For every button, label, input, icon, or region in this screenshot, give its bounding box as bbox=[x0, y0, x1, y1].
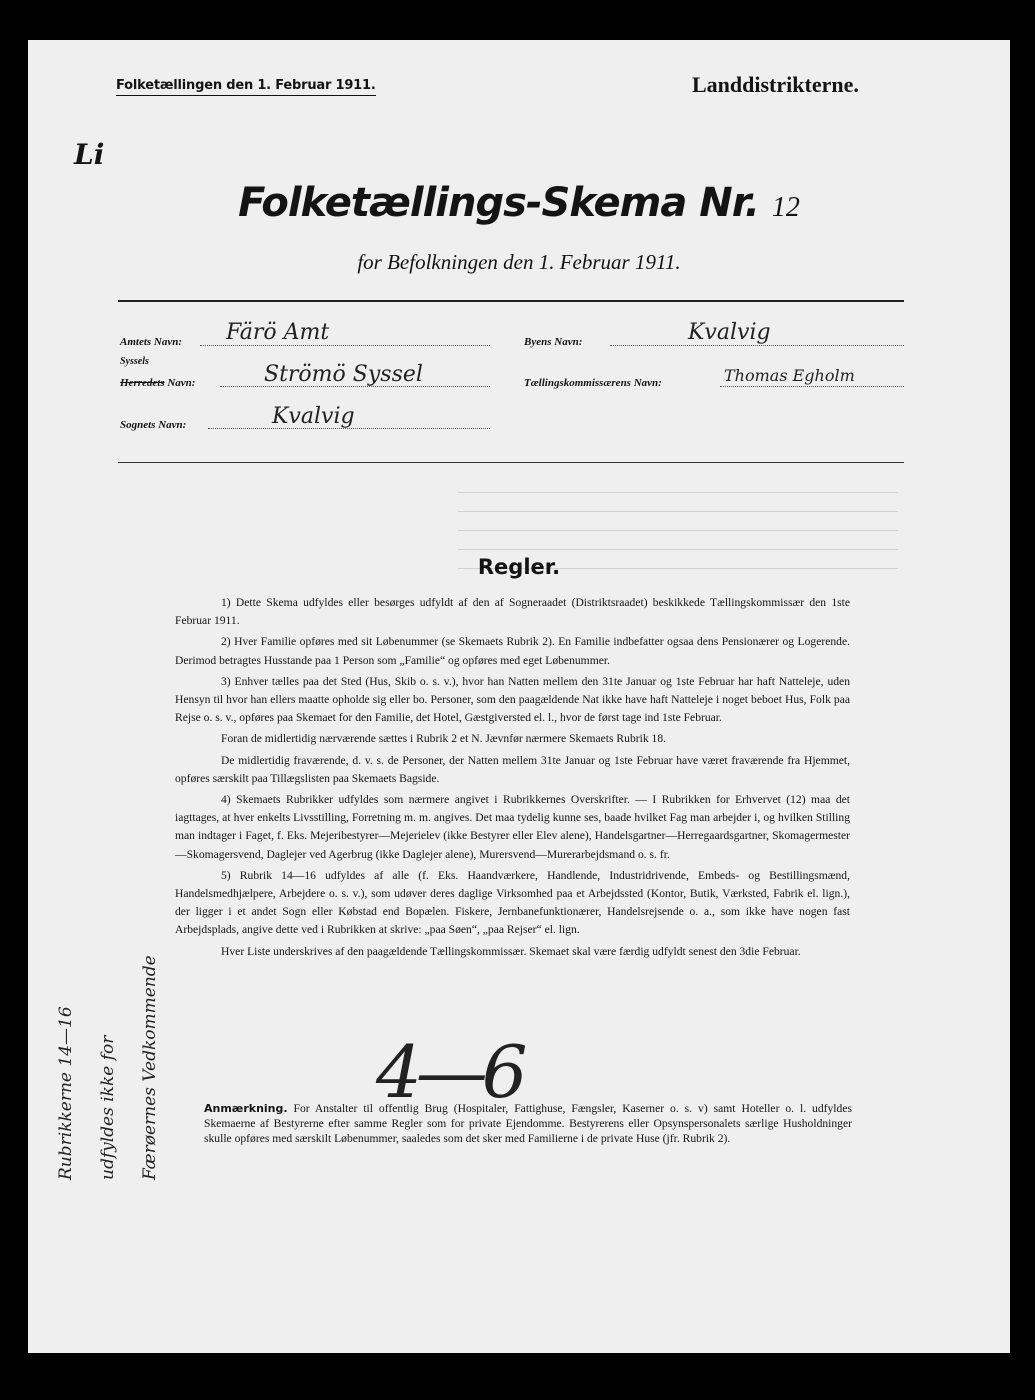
form-number: 12 bbox=[771, 192, 800, 223]
rule-paragraph-5: 5) Rubrik 14—16 udfyldes af alle (f. Eks. Haandværkere, Handlende, Industridrivende, Embeds- og Bestillingsmænd, Handelsmedhjælpere, Arbejdere o. s. v.), som udøver deres daglige Virksomhed paa et Arbejdssted (Kontor, Butik, Værksted, Fabrik el. lign.), der ligger i et andet Sogn eller Købstad end Bopælen. Fiskere, Jernbanefunktionærer, Handelsrejsende o. a., som ikke have nogen fast Arbejdsplads, angive dette ved i Rubrikken at skrive: „paa Søen“, „paa Rejser“ el. lign. bbox=[175, 868, 850, 937]
by-dotted-line bbox=[610, 345, 904, 346]
herred-inserted-word: Syssels bbox=[120, 356, 149, 367]
by-label: Byens Navn: bbox=[524, 336, 583, 348]
rule-paragraph-5b: Hver Liste underskrives af den paagældende Tællingskommissær. Skemaet skal være færdig udfyldt senest den 3die Februar. bbox=[221, 944, 801, 958]
district-type-header: Landdistrikterne. bbox=[692, 72, 859, 97]
rule-paragraph-1: 1) Dette Skema udfyldes eller besørges udfyldt af den af Sogneraadet (Distriktsraadet) beskikkede Tællingskommissær den 1ste Februar 1911. bbox=[175, 596, 850, 628]
rule-paragraph-2: 2) Hver Familie opføres med sit Løbenummer (se Skemaets Rubrik 2). En Familie indbefatter ogsaa dens Pensionærer og Logerende. Derimod betragtes Husstande paa 1 Person som „Familie“ og opføres med eget Løbenummer. bbox=[175, 635, 850, 667]
herred-label-rest: Navn: bbox=[167, 377, 196, 389]
herred-struck-word: Herredets bbox=[120, 377, 165, 389]
census-date-header: Folketællingen den 1. Februar 1911. bbox=[116, 78, 376, 96]
fields-divider bbox=[118, 462, 904, 463]
amt-label: Amtets Navn: bbox=[120, 336, 183, 348]
anmaerkning-label: Anmærkning. bbox=[204, 1102, 288, 1115]
amt-dotted-line bbox=[200, 345, 490, 346]
kommissaer-value: Thomas Egholm bbox=[724, 366, 855, 385]
top-divider bbox=[118, 300, 904, 302]
form-title bbox=[28, 180, 1010, 226]
amt-value: Färö Amt bbox=[226, 320, 330, 345]
rule-paragraph-3b: Foran de midlertidig nærværende sættes i Rubrik 2 et N. Jævnfør nærmere Skemaets Rubrik 18. bbox=[221, 732, 667, 746]
form-title-text: Folketællings-Skema Nr. bbox=[238, 180, 759, 226]
rule-paragraph-3c: De midlertidig fraværende, d. v. s. de Personer, der Natten mellem 31te Januar og 1ste Februar have været fraværende fra Hjemmet, opføres særskilt paa Tillægslisten paa Skemaets Bagside. bbox=[175, 753, 850, 785]
rules-heading: Regler. bbox=[477, 555, 561, 579]
margin-note-line-3: Færøernes Vedkommende bbox=[140, 955, 160, 1180]
handwritten-rubrik-range: 4—6 bbox=[376, 1030, 522, 1114]
rule-paragraph-3: 3) Enhver tælles paa det Sted (Hus, Skib o. s. v.), hvor han Natten mellem den 31te Januar og 1ste Februar har haft Natteleje, uden Hensyn til hvor han ellers maatte opholde sig eller bo. Personer, som den paagældende Nat ikke have haft Natteleje i noget beboet Hus, Folk paa Rejse o. s. v., opføres paa Skemaet for den Familie, det Hotel, Gæstgiversted el. l., hvor de først tage ind 1ste Februar. bbox=[175, 674, 850, 725]
anmaerkning-note bbox=[204, 1101, 852, 1146]
kommissaer-dotted-line bbox=[720, 386, 904, 387]
margin-note-line-2: udfyldes ikke for bbox=[98, 1035, 118, 1180]
by-value: Kvalvig bbox=[688, 320, 771, 345]
sogn-value: Kvalvig bbox=[272, 404, 355, 429]
herred-value: Strömö Syssel bbox=[264, 362, 423, 387]
rule-paragraph-4: 4) Skemaets Rubrikker udfyldes som nærmere angivet i Rubrikkernes Overskrifter. — I Rubrikken for Erhvervet (12) maa det iagttages, at hver enkelts Livsstilling, Forretning m. m. angives. Det maa tydelig kunne ses, baade hvilket Fag man arbejder i, og hvilken Stilling man indtager i Faget, f. Eks. Mejeribestyrer—Mejerielev (ikke Bestyrer eller Elev alene), Handelsgartner—Herregaardsgartner, Skomagermester—Skomagersvend, Daglejer ved Agerbrug (ikke Daglejer alene), Murersvend—Murerarbejdsmand o. s. fr. bbox=[175, 793, 850, 861]
sogn-label: Sognets Navn: bbox=[120, 419, 187, 431]
margin-note-line-1: Rubrikkerne 14—16 bbox=[56, 1006, 76, 1180]
rules-body bbox=[175, 594, 850, 964]
form-subtitle: for Befolkningen den 1. Februar 1911. bbox=[357, 250, 681, 274]
census-form-page bbox=[28, 40, 1010, 1353]
herred-label bbox=[120, 377, 195, 389]
corner-handwritten-mark: Li bbox=[74, 138, 105, 171]
kommissaer-label: Tællingskommissærens Navn: bbox=[524, 377, 662, 389]
anmaerkning-text: For Anstalter til offentlig Brug (Hospitaler, Fattighuse, Fængsler, Kaserner o. s. v) samt Hoteller o. l. udfyldes Skemaerne af Bestyrerne efter samme Regler som for private Ejendomme. Bestyrerens eller Opsynspersonalets særlige Husholdninger skulle opføres med særskilt Løbenummer, saaledes som det sker med Familierne i de private Huse (jfr. Rubrik 2). bbox=[204, 1102, 852, 1145]
